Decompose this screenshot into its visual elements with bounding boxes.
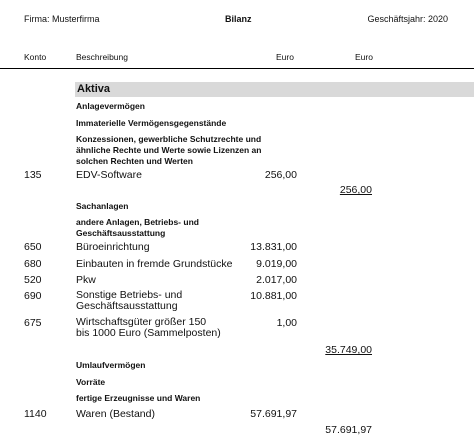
- row-675-konto: 675: [24, 317, 42, 329]
- row-135-desc: EDV-Software: [76, 169, 142, 181]
- row-520-konto: 520: [24, 274, 42, 286]
- row-135-konto: 135: [24, 169, 42, 181]
- company-name: Firma: Musterfirma: [24, 14, 100, 24]
- row-1140-desc: Waren (Bestand): [76, 408, 155, 420]
- row-680-desc: Einbauten in fremde Grundstücke: [76, 258, 233, 270]
- group-fertige-erzeugnisse: fertige Erzeugnisse und Waren: [76, 393, 201, 403]
- fiscal-year: Geschäftsjahr: 2020: [367, 14, 448, 24]
- group-immaterielle: Immaterielle Vermögensgegenstände: [76, 118, 227, 128]
- row-675-amount: 1,00: [276, 317, 297, 329]
- row-675-desc: Wirtschaftsgüter größer 150 bis 1000 Euro (Sammelposten): [76, 316, 221, 339]
- row-1140-amount: 57.691,97: [250, 408, 297, 420]
- row-135-amount: 256,00: [264, 169, 297, 181]
- row-690-amount: 10.881,00: [250, 290, 297, 302]
- row-690-desc: Sonstige Betriebs- und Geschäftsausstattung: [76, 289, 183, 312]
- page-title: Bilanz: [225, 14, 252, 24]
- row-650-desc: Büroeinrichtung: [76, 241, 150, 253]
- row-650-konto: 650: [24, 241, 42, 253]
- row-520-desc: Pkw: [76, 274, 96, 286]
- subtotal-sachanlagen: 35.749,00: [325, 344, 372, 356]
- group-andere-anlagen: andere Anlagen, Betriebs- und Geschäftsausstattung: [76, 217, 199, 238]
- header-rule: [0, 68, 474, 69]
- row-520-amount: 2.017,00: [256, 274, 297, 286]
- subtotal-immaterielle: 256,00: [339, 184, 372, 196]
- group-sachanlagen: Sachanlagen: [76, 201, 129, 211]
- row-650-amount: 13.831,00: [250, 241, 297, 253]
- row-680-amount: 9.019,00: [256, 258, 297, 270]
- group-umlaufvermoegen: Umlaufvermögen: [76, 360, 146, 370]
- subtotal-vorraete: 57.691,97: [325, 424, 372, 436]
- group-vorraete: Vorräte: [76, 377, 106, 387]
- col-header-euro-2: Euro: [355, 52, 373, 62]
- col-header-beschreibung: Beschreibung: [76, 52, 128, 62]
- section-band: [75, 82, 474, 97]
- col-header-euro-1: Euro: [276, 52, 294, 62]
- col-header-konto: Konto: [24, 52, 47, 62]
- group-anlagevermoegen: Anlagevermögen: [76, 101, 145, 111]
- group-konzessionen: Konzessionen, gewerbliche Schutzrechte und ähnliche Rechte und Werte sowie Lizenzen an solchen Rechten und Werten: [76, 134, 262, 166]
- section-title-aktiva: Aktiva: [77, 83, 111, 95]
- row-680-konto: 680: [24, 258, 42, 270]
- row-690-konto: 690: [24, 290, 42, 302]
- row-1140-konto: 1140: [24, 408, 47, 420]
